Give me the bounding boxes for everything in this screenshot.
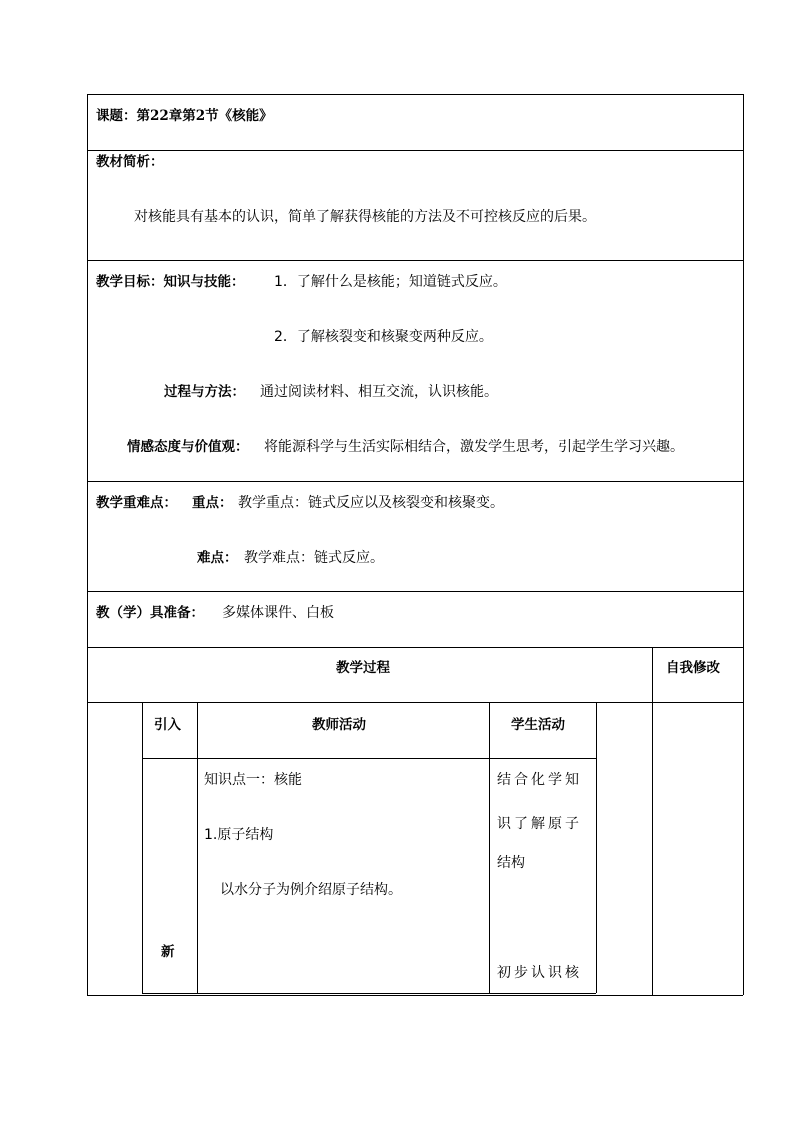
inner-header-divider [142, 758, 596, 759]
inner-col-divider [489, 702, 490, 993]
teacher-line: 1.原子结构 [204, 827, 274, 843]
emotion-values-text: 将能源科学与生活实际相结合，激发学生思考，引起学生学习兴趣。 [264, 439, 684, 455]
row-divider [87, 591, 743, 592]
objectives-label: 教学目标：知识与技能： [96, 274, 245, 290]
teacher-line: 以水分子为例介绍原子结构。 [220, 882, 402, 898]
student-line: 结构 [497, 855, 525, 871]
inner-table-left [142, 702, 143, 993]
table-border-right [743, 94, 744, 995]
difficult-point-label: 难点： [197, 550, 238, 566]
preparation-label: 教（学）具准备： [96, 605, 204, 621]
col-teacher-header: 教师活动 [312, 717, 366, 733]
key-point-text: 教学重点：链式反应以及核裂变和核聚变。 [238, 495, 504, 511]
teacher-line: 知识点一：核能 [204, 772, 302, 788]
row-divider [87, 260, 743, 261]
table-border-top [87, 94, 743, 95]
self-revision-header: 自我修改 [666, 660, 720, 676]
objective-item-2: 2．了解核裂变和核聚变两种反应。 [274, 329, 493, 345]
key-points-label: 教学重难点： [96, 495, 177, 511]
row-divider [87, 647, 743, 648]
student-line: 识了解原子 [497, 816, 582, 832]
process-method-text: 通过阅读材料、相互交流，认识核能。 [260, 384, 498, 400]
revision-column-divider [652, 647, 653, 995]
col-intro-header: 引入 [154, 717, 181, 733]
stage-label: 新 [161, 944, 175, 960]
table-border-bottom [87, 995, 743, 996]
teaching-process-header: 教学过程 [336, 660, 390, 676]
lesson-title: 课题：第22章第2节《核能》 [96, 108, 273, 124]
preparation-text: 多媒体课件、白板 [222, 605, 334, 621]
analysis-label: 教材简析： [96, 154, 164, 170]
inner-table-right [596, 702, 597, 993]
inner-table-top [142, 702, 596, 703]
objective-item-1: 1．了解什么是核能；知道链式反应。 [274, 274, 507, 290]
row-divider [87, 150, 743, 151]
emotion-values-label: 情感态度与价值观： [127, 439, 249, 455]
inner-table-bottom [142, 993, 596, 994]
analysis-text: 对核能具有基本的认识，简单了解获得核能的方法及不可控核反应的后果。 [134, 209, 596, 225]
row-divider [87, 481, 743, 482]
student-line: 初步认识核 [497, 965, 582, 981]
student-line: 结合化学知 [497, 772, 582, 788]
col-student-header: 学生活动 [511, 717, 565, 733]
key-point-label: 重点： [192, 495, 233, 511]
table-border-left [87, 94, 88, 995]
inner-col-divider [197, 702, 198, 993]
process-method-label: 过程与方法： [164, 384, 245, 400]
difficult-point-text: 教学难点：链式反应。 [244, 550, 384, 566]
